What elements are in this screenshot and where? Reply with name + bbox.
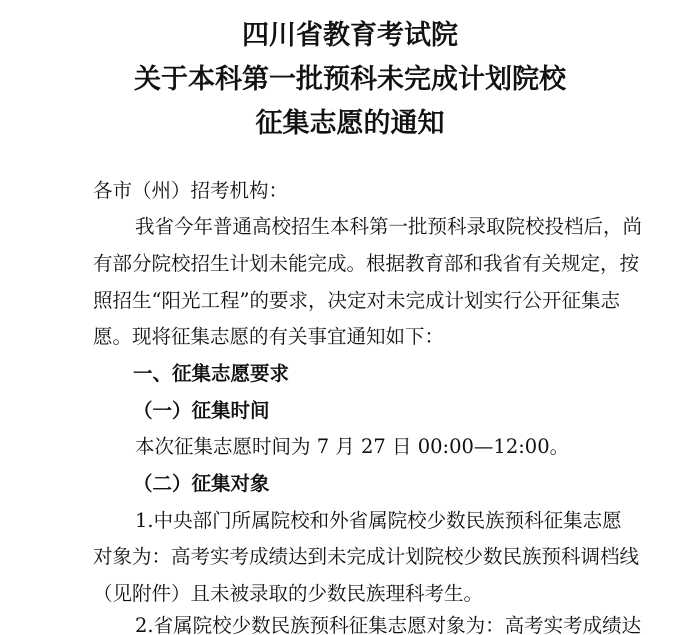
subsection-target-heading: （二）征集对象 [133,472,270,495]
notice-title-line-1: 四川省教育考试院 [242,20,458,51]
item-2-line-1: 2.省属院校少数民族预科征集志愿对象为：高考实考成绩达 [135,614,642,635]
section-1-heading: 一、征集志愿要求 [133,362,290,385]
subsection-time-heading: （一）征集时间 [133,399,270,422]
notice-title-line-2: 关于本科第一批预科未完成计划院校 [134,64,566,95]
item-1-line-2: 对象为：高考实考成绩达到未完成计划院校少数民族预科调档线 [93,545,640,568]
intro-line-4: 愿。现将征集志愿的有关事宜通知如下： [93,325,445,348]
item-1-line-1: 1.中央部门所属院校和外省属院校少数民族预科征集志愿 [135,509,622,532]
intro-line-1: 我省今年普通高校招生本科第一批预科录取院校投档后，尚 [135,215,643,238]
salutation: 各市（州）招考机构： [93,179,289,202]
intro-line-2: 有部分院校招生计划未能完成。根据教育部和我省有关规定，按 [93,252,640,275]
collection-time-text: 本次征集志愿时间为 7 月 27 日 00:00—12:00。 [135,435,570,458]
notice-title-line-3: 征集志愿的通知 [255,108,445,139]
item-1-line-3: （见附件）且未被录取的少数民族理科考生。 [93,582,484,605]
intro-line-3: 照招生“阳光工程”的要求，决定对未完成计划实行公开征集志 [93,289,620,312]
